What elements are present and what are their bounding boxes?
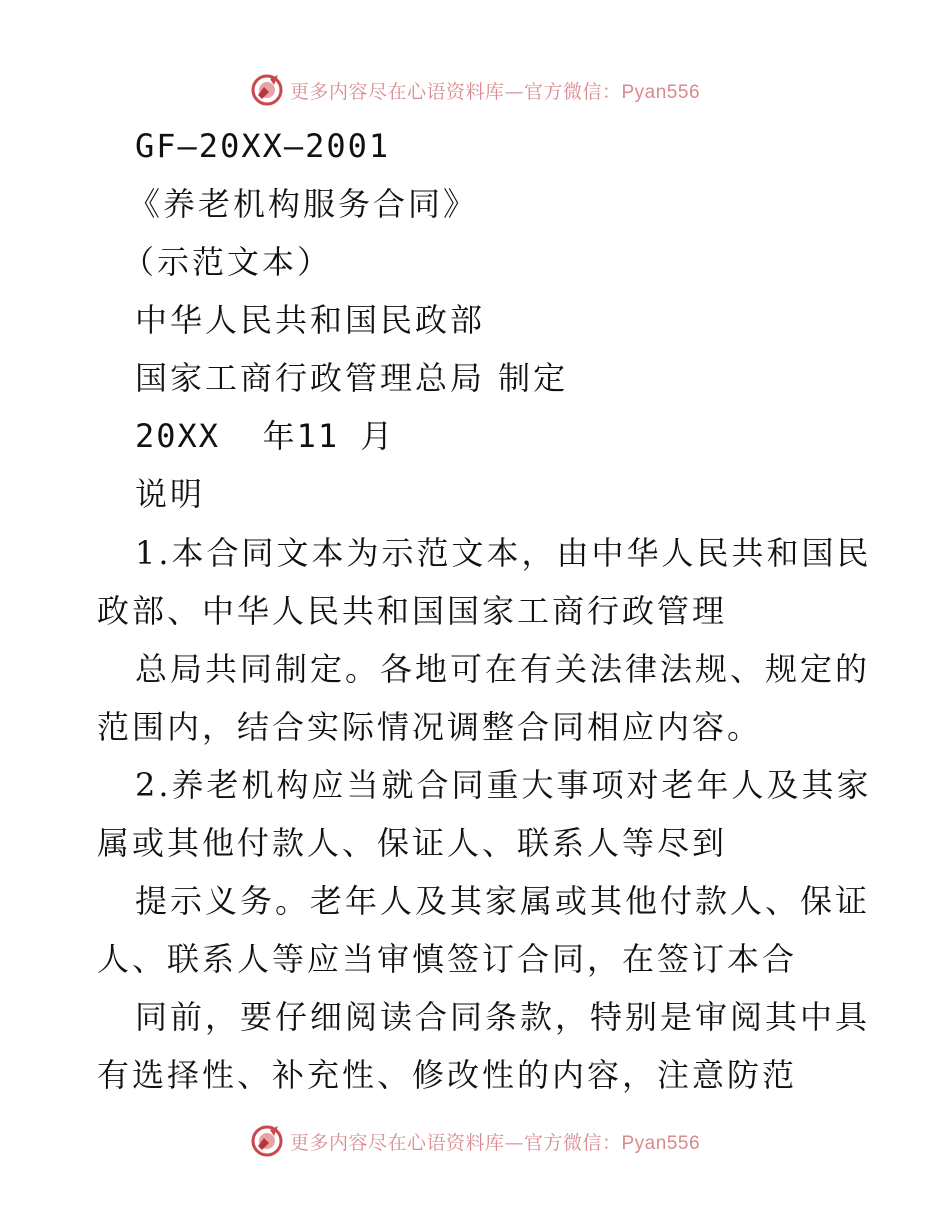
paragraph-1-line-3: 总局共同制定。各地可在有关法律法规、规定的: [135, 650, 871, 688]
paragraph-1-line-2: 政部、中华人民共和国国家工商行政管理: [97, 592, 728, 630]
paragraph-2-line-4: 人、联系人等应当审慎签订合同，在签订本合: [97, 940, 798, 978]
watermark-separator: —: [504, 80, 524, 103]
watermark-handle: Pyan556: [621, 81, 701, 103]
paragraph-2-line-1: 2.养老机构应当就合同重大事项对老年人及其家: [135, 766, 872, 804]
paragraph-2-line-5: 同前，要仔细阅读合同条款，特别是审阅其中具: [135, 998, 871, 1036]
watermark-main-text: 更多内容尽在心语资料库: [289, 1131, 505, 1154]
paragraph-2-line-6: 有选择性、补充性、修改性的内容，注意防范: [97, 1056, 798, 1094]
watermark-sub-text: 官方微信：: [523, 1131, 622, 1154]
pen-seal-logo-icon: [250, 1124, 284, 1158]
watermark-separator: —: [504, 1131, 524, 1154]
paragraph-2-line-3: 提示义务。老年人及其家属或其他付款人、保证: [135, 882, 871, 920]
document-date: 20XX 年11 月: [135, 417, 395, 455]
pen-seal-logo-icon: [250, 73, 284, 107]
document-subtitle: （示范文本）: [122, 243, 333, 281]
watermark-group: [250, 1124, 700, 1158]
watermark-group: [250, 73, 700, 107]
paragraph-1-line-1: 1.本合同文本为示范文本，由中华人民共和国民: [135, 534, 872, 572]
watermark-sub-text: 官方微信：: [523, 80, 622, 103]
footer-watermark: [0, 1121, 950, 1161]
watermark-handle: Pyan556: [621, 1132, 701, 1154]
watermark-text: [290, 1128, 700, 1155]
watermark-main-text: 更多内容尽在心语资料库: [289, 80, 505, 103]
document-title: 《养老机构服务合同》: [128, 185, 479, 223]
document-code: GF—20XX—2001: [135, 127, 391, 165]
paragraph-1-line-4: 范围内，结合实际情况调整合同相应内容。: [97, 708, 763, 746]
issuer-ministry-civil-affairs: 中华人民共和国民政部: [135, 301, 486, 339]
issuer-saic: 国家工商行政管理总局 制定: [135, 359, 569, 397]
header-watermark: [0, 70, 950, 110]
paragraph-2-line-2: 属或其他付款人、保证人、联系人等尽到: [97, 824, 728, 862]
watermark-text: [290, 77, 700, 104]
notes-heading: 说明: [135, 475, 206, 513]
